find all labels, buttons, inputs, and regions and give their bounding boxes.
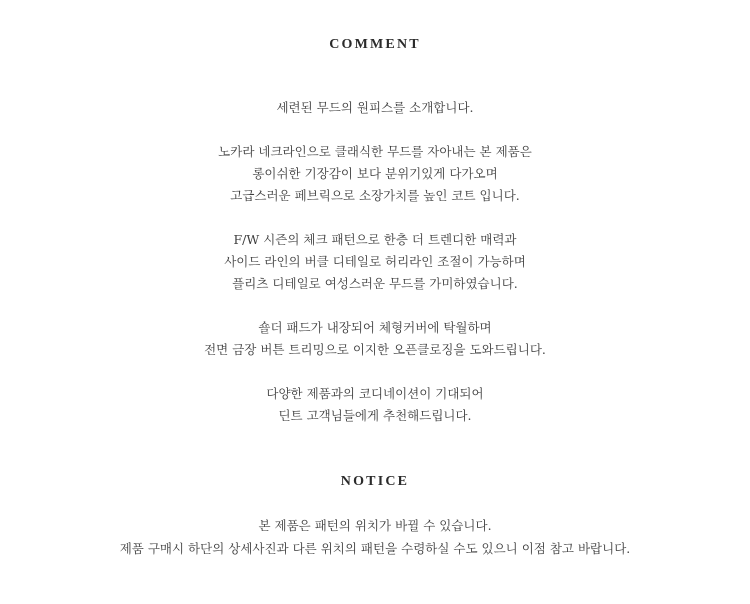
notice-line: 본 제품은 패턴의 위치가 바뀔 수 있습니다. bbox=[258, 518, 492, 533]
notice-line: 제품 구매시 하단의 상세사진과 다른 위치의 패턴을 수령하실 수도 있으니 이점 참고 바랍니다. bbox=[119, 541, 631, 556]
comment-line: 딘트 고객님들에게 추천해드립니다. bbox=[278, 408, 472, 423]
comment-line: 롱이쉬한 기장감이 보다 분위기있게 다가오며 bbox=[252, 166, 498, 181]
comment-line: 플리츠 디테일로 여성스러운 무드를 가미하였습니다. bbox=[232, 276, 518, 291]
comment-line: 노카라 네크라인으로 클래식한 무드를 자아내는 본 제품은 bbox=[218, 144, 532, 159]
comment-line: 숄더 패드가 내장되어 체형커버에 탁월하며 bbox=[258, 320, 492, 335]
comment-heading: COMMENT bbox=[329, 37, 421, 52]
comment-line: 사이드 라인의 버클 디테일로 허리라인 조절이 가능하며 bbox=[224, 254, 526, 269]
comment-line: 세련된 무드의 원피스를 소개합니다. bbox=[276, 100, 474, 115]
comment-line: F/W 시즌의 체크 패턴으로 한층 더 트렌디한 매력과 bbox=[233, 232, 517, 247]
notice-heading: NOTICE bbox=[340, 474, 410, 489]
comment-line: 고급스러운 페브릭으로 소장가치를 높인 코트 입니다. bbox=[230, 188, 520, 203]
comment-line: 전면 금장 버튼 트리밍으로 이지한 오픈클로징을 도와드립니다. bbox=[204, 342, 546, 357]
comment-line: 다양한 제품과의 코디네이션이 기대되어 bbox=[266, 386, 484, 401]
